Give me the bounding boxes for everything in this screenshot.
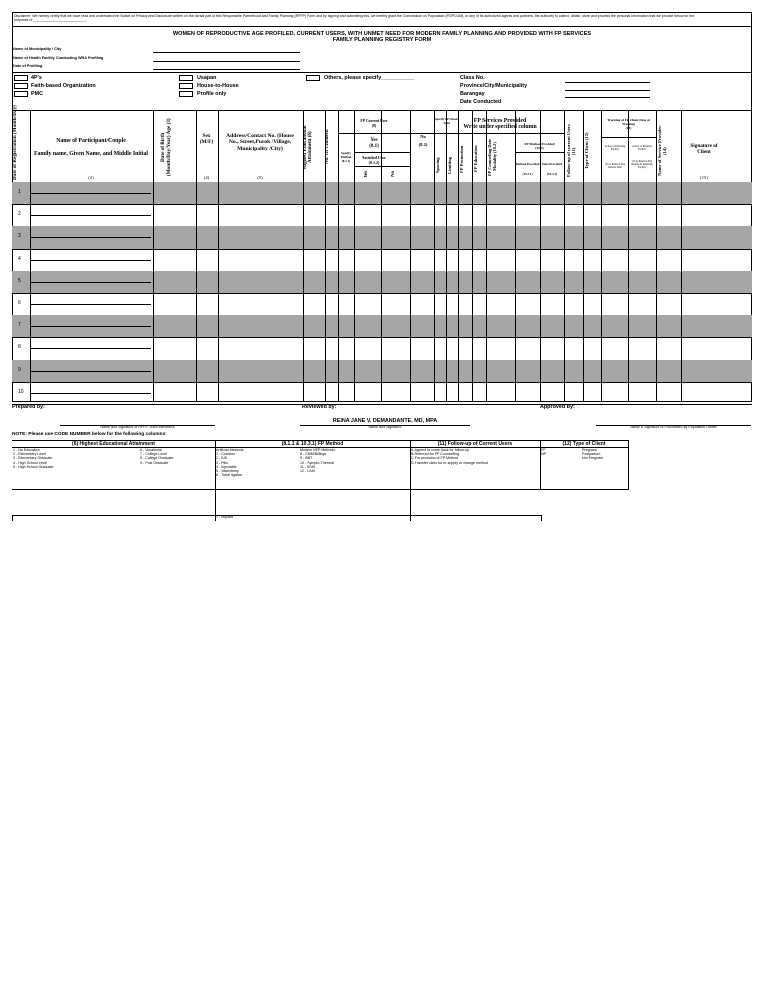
table-row[interactable] — [12, 382, 752, 404]
row-number: 8 — [18, 344, 21, 351]
checkbox-pmc[interactable] — [14, 91, 28, 97]
header-tracking-num: (13) — [625, 126, 632, 130]
code-item: FP — [541, 448, 546, 452]
header-fp-no — [412, 133, 434, 149]
code-item: 4 - High School Level — [13, 460, 48, 465]
checkbox-faith-based[interactable] — [14, 83, 28, 89]
code-item: 10 - Sympto-Thermal — [300, 460, 334, 465]
code-item: 1 - No Education — [13, 448, 40, 452]
checkbox-faith-based-label: Faith-based Organization — [31, 83, 96, 89]
divider — [12, 110, 752, 111]
code-item: Modern NFP Methods — [300, 448, 336, 452]
table-row[interactable] — [12, 315, 752, 337]
header-fp-yes-num: (8.1) — [369, 143, 379, 149]
column-border — [564, 110, 565, 401]
column-border — [628, 110, 629, 401]
column-border — [153, 110, 154, 401]
form-title-line2: FAMILY PLANNING REGISTRY FORM — [332, 37, 432, 44]
row-number: 3 — [18, 233, 21, 240]
header-fp-education: FP Education — [473, 145, 478, 173]
divider — [12, 26, 752, 27]
header-unmet-need: Specify FP Unmet Need — [435, 117, 458, 125]
header-fp-current-user-num: (8) — [371, 123, 377, 128]
education-code-title: (6) Highest Educational Attainment — [72, 441, 155, 447]
header-fp-method-provided — [515, 142, 564, 150]
column-border — [601, 110, 602, 401]
code-item: 1 - Condom — [216, 452, 235, 457]
code-item: C-For provision of FP Method — [411, 456, 459, 461]
checkbox-profile-only[interactable] — [179, 91, 193, 97]
header-tracking-a: Action of Referring Facility — [604, 145, 626, 152]
checkbox-profile-only-label: Profile only — [197, 91, 227, 97]
header-participant-name — [30, 138, 152, 157]
followup-codes-list — [411, 448, 531, 465]
client-codes-list — [541, 448, 571, 456]
checkbox-house-to-house-label: House-to-House — [197, 83, 239, 89]
row-number: 1 — [18, 189, 21, 196]
checkbox-usapan[interactable] — [179, 75, 193, 81]
code-item: D-Transfer clinic for re-supply or change method — [411, 460, 488, 465]
column-border — [381, 110, 382, 401]
header-tracking-title: Tracking of FP Client Date of Tracking — [607, 118, 650, 126]
code-item: 5 - Vasectomy — [216, 469, 239, 474]
code-item: Artificial Methods — [216, 448, 244, 452]
header-tracking-b: Action of Referred Facility — [632, 145, 652, 152]
form-title — [12, 31, 752, 43]
table-row[interactable] — [12, 293, 752, 315]
code-item: 6 - Vocational — [140, 448, 162, 452]
header-satisfied-user-num: (8.1.2) — [368, 159, 380, 165]
header-service-provider: Name of Service Provider (14) — [657, 125, 667, 177]
checkbox-usapan-label: Usapan — [197, 75, 217, 81]
table-row[interactable] — [12, 360, 752, 382]
header-satisfied-user — [355, 156, 393, 165]
column-border — [410, 110, 411, 401]
barangay-field[interactable] — [565, 97, 650, 98]
header-fp-method-provided-title: FP Method Provided — [524, 142, 555, 146]
client-codes-list-2 — [582, 448, 627, 461]
row-divider — [30, 237, 151, 238]
class-no-label: Class No. — [460, 75, 485, 81]
code-item: 8 - College Graduate — [140, 456, 174, 461]
code-item: Postpartum — [582, 452, 601, 457]
date-conducted-label: Date Conducted — [460, 99, 502, 105]
header-date-provided-label: Date Provided — [542, 162, 562, 166]
row-number: 10 — [18, 388, 24, 395]
municipality-label: Name of Municipality / City — [13, 47, 62, 51]
code-item: 12 - LAM — [300, 469, 315, 474]
row-number: 7 — [18, 322, 21, 329]
header-participant-sub: Family name, Given Name, and Middle Initial — [33, 150, 148, 157]
code-item: 3 - Pills — [216, 460, 228, 465]
header-satisfied-user-title: Satisfied User — [362, 155, 386, 160]
code-item: 8 - CMM/Billings — [300, 452, 327, 457]
method-codes-list — [216, 448, 296, 477]
checkbox-4ps-label: 4P's — [31, 75, 42, 81]
header-tracking — [601, 118, 656, 130]
checkbox-4ps[interactable] — [14, 75, 28, 81]
header-sex-num: (4) — [203, 175, 210, 180]
table-row[interactable] — [12, 271, 752, 293]
header-fp-no-label: No — [420, 134, 426, 139]
table-row[interactable] — [12, 204, 752, 226]
education-codes-list — [13, 448, 133, 469]
code-item: 3 - Elementary Graduate — [13, 456, 53, 461]
code-item: Pregnant — [582, 448, 597, 452]
row-divider — [30, 193, 151, 194]
header-fp-services — [435, 118, 565, 131]
header-method-provided-label: Method Provided — [515, 162, 540, 166]
row-number: 9 — [18, 366, 21, 373]
code-item: A-Agreed to come back for follow-up — [411, 448, 470, 452]
client-code-title: (12) Type of Client — [562, 441, 606, 447]
header-participant-title: Name of Participant/Couple — [56, 138, 126, 144]
header-spacing: Spacing — [435, 157, 440, 173]
barangay-label: Barangay — [460, 91, 485, 97]
row-number: 5 — [18, 277, 21, 284]
reviewed-by-sub: Name and Signature — [368, 425, 402, 429]
code-item: 6 - Tubal ligation — [216, 473, 243, 478]
column-border — [681, 110, 682, 401]
header-participant-num: (2) — [88, 175, 94, 180]
header-method-provided — [515, 163, 540, 177]
reviewed-by-label: Reviewed by: — [302, 404, 337, 410]
code-item: B-Referred for FP Counselling — [411, 452, 460, 457]
code-item: NP — [541, 452, 546, 457]
row-divider — [30, 215, 151, 216]
row-number: 2 — [18, 211, 21, 218]
header-specify-method: Specify Method (8.1.1) — [340, 151, 352, 163]
divider — [12, 72, 752, 73]
header-sex: Sex (M/F) — [199, 133, 214, 145]
row-divider — [30, 260, 151, 261]
class-no-field[interactable] — [565, 82, 650, 83]
header-fp-services-sub: Write under specified column — [463, 124, 537, 131]
checkbox-house-to-house[interactable] — [179, 83, 193, 89]
header-registration-date: Date of Registration (Month/Day) — [12, 105, 18, 180]
code-item: 9 - BBT — [300, 456, 313, 461]
profiling-date-field[interactable] — [153, 69, 300, 70]
code-item: 4 - Injectable — [216, 464, 237, 469]
header-date-of-birth: Date of Birth (Month/Day/Year) Age (3) — [160, 118, 172, 176]
header-address: Address/Contact No. (House No., Street,Purok /Village, Municipality /City) — [226, 133, 294, 152]
checkbox-pmc-label: PMC — [31, 91, 43, 97]
column-border — [218, 110, 219, 401]
header-limiting: Limiting — [447, 156, 452, 174]
header-fp-services-title: FP Services Provided — [473, 118, 527, 124]
method-codes-list-2 — [300, 448, 400, 473]
row-number: 4 — [18, 255, 21, 262]
header-fp-current-user — [338, 119, 410, 128]
row-divider — [30, 371, 151, 372]
code-item: Not Pregnant — [582, 456, 604, 461]
row-divider — [30, 326, 151, 327]
header-date-provided-num: (10.3.2) — [546, 171, 558, 176]
province-field[interactable] — [565, 90, 650, 91]
code-item: 9 - Post Graduate — [140, 460, 169, 465]
checkbox-others-label: Others, please specify___________ — [324, 75, 415, 81]
header-date-provided — [540, 163, 564, 177]
header-fp-counseling: FP Counseling Date Modality (10.2) — [487, 138, 497, 176]
table-row[interactable] — [12, 182, 752, 204]
header-tracking-d: (13.2) Referral Slip Returns & Referring Facility — [631, 160, 653, 170]
header-fp-no-num: (8.2) — [418, 142, 428, 147]
disclaimer: Disclaimer: We hereby certify that we have read and understand the Notice on Privacy and Disclosure written on the dorsal part of this Responsible Parenthood and Family Planning (RPFP) Form and by signing and submitting this, we hereby grant the Commission on Population (POPCOM), or any of its authorized agents and partners, the authority to collect, obtain, store and process the personal information that we provide below for the purposes of ___________________________. — [14, 14, 695, 22]
row-divider — [30, 304, 151, 305]
code-item: 2 - Elementary Level — [13, 452, 46, 457]
profiling-date-label: Date of Profiling — [13, 64, 43, 68]
code-item: 5 - High School Graduate — [13, 464, 54, 469]
code-item: 11 - SDM — [300, 464, 315, 469]
header-fp-method-provided-num: (10.3) — [535, 146, 544, 150]
header-tracking-c: (13.1) Referral Slip Returns Date — [604, 163, 626, 170]
header-education: Highest Educational Attainment (6) — [303, 125, 313, 169]
header-method-provided-num: (10.3.1) — [522, 171, 533, 176]
column-border — [354, 110, 355, 401]
row-number: 6 — [18, 300, 21, 307]
code-note: NOTE: Please use CODE NUMBER below for the following columns: — [12, 432, 167, 437]
province-label: Province/City/Municipality — [460, 83, 528, 89]
header-fp-yes-label: Yes — [370, 138, 378, 143]
education-codes-list-2 — [140, 448, 210, 465]
checkbox-others[interactable] — [306, 75, 320, 81]
code-item: 7 - College Level — [140, 452, 167, 457]
header-followup: Follow-up of current Users (11) — [566, 124, 576, 178]
approved-by-sub: Name & Signature of Provincial/City Population Officer — [630, 425, 717, 429]
row-divider — [30, 393, 151, 394]
municipality-field[interactable] — [153, 52, 300, 53]
row-divider — [30, 348, 151, 349]
code-item: 2 - IUD — [216, 456, 228, 461]
method-code-title: (8.1.1 & 10.3.1) FP Method — [281, 441, 344, 447]
header-fp-promotion: FP Promotion — [459, 145, 464, 173]
row-divider — [30, 282, 151, 283]
approved-by-label: Approved by: — [540, 404, 575, 410]
header-signature-num: (15) — [700, 175, 708, 180]
header-address-num: (5) — [257, 175, 263, 180]
reviewed-by-name: REINA JANE V. DEMANDANTE, MD, MPA — [332, 418, 438, 424]
header-type-client: Type of Client (12) — [584, 132, 589, 170]
row-border — [12, 404, 752, 405]
health-facility-label: Name of Health Facility Conducting WRA Profiling — [13, 56, 104, 60]
header-fp-yes — [355, 138, 393, 150]
health-facility-field[interactable] — [153, 61, 300, 62]
header-signature: Signature of Client — [690, 143, 718, 155]
prepared-by-sub: Name and Signature of RPFP Team Member/s — [100, 425, 175, 429]
table-row[interactable] — [12, 337, 752, 359]
column-border — [196, 110, 197, 401]
header-satisfied-yes: Yes — [364, 170, 369, 178]
header-satisfied-no: No — [391, 170, 396, 178]
prepared-by-label: Prepared by: — [12, 404, 45, 410]
column-border — [540, 110, 541, 401]
form-title-line1: WOMEN OF REPRODUCTIVE AGE PROFILED, CURRENT USERS, WITH UNMET NEED FOR MODERN FAMILY PLANNING AND PROVIDED WITH FP SERVICES — [172, 31, 592, 37]
header-fp-current-user-title: FP Current User — [360, 119, 388, 123]
column-border — [515, 110, 516, 401]
header-children: No. Of Children — [325, 129, 330, 165]
table-row[interactable] — [12, 226, 752, 248]
method-code-implant: 7 - Implant — [216, 515, 233, 519]
table-row[interactable] — [12, 249, 752, 271]
followup-code-title: (11) Follow-up of Current Users — [437, 441, 513, 447]
